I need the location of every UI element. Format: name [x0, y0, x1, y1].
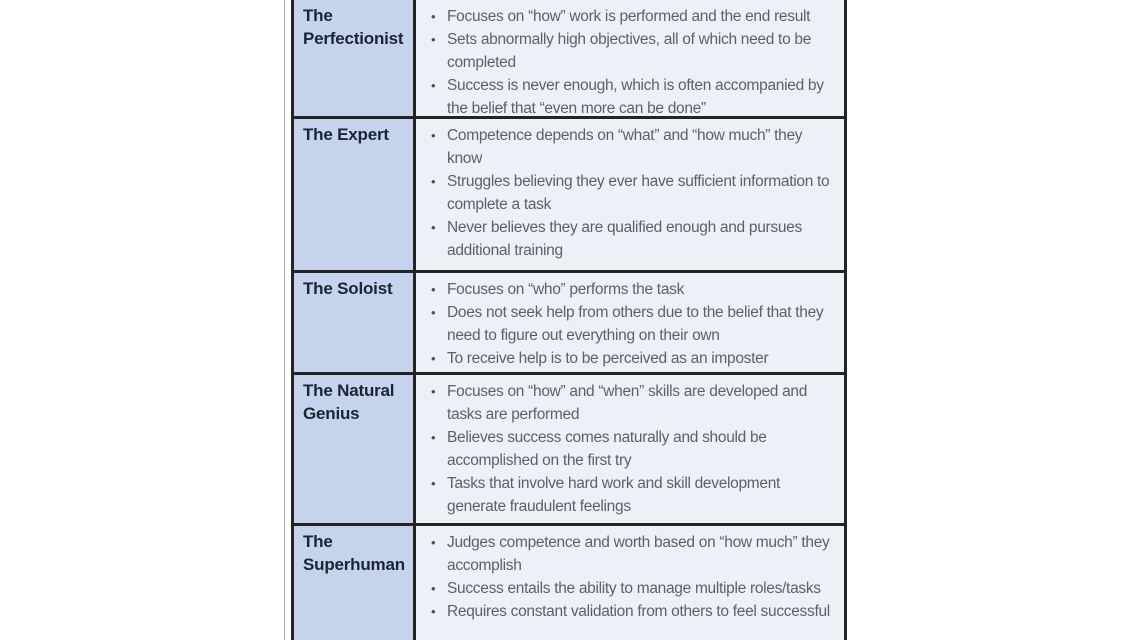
list-item [431, 74, 840, 116]
list-item [431, 28, 840, 74]
bullet-text: Believes success comes naturally and should be accomplished on the first try [447, 429, 767, 469]
bullet-text: Does not seek help from others due to the belief that they need to figure out everything on their own [447, 304, 824, 344]
bullet-icon: • [431, 384, 436, 399]
bullet-icon: • [431, 220, 436, 235]
bullet-icon: • [431, 430, 436, 445]
bullet-text: Judges competence and worth based on “how much” they accomplish [447, 534, 830, 574]
bullet-text: Focuses on “how” work is performed and the end result [447, 8, 811, 25]
bullet-text: Tasks that involve hard work and skill development generate fraudulent feelings [447, 475, 781, 515]
bullet-text: Success is never enough, which is often accompanied by the belief that “even more can be done” [447, 77, 824, 116]
impostor-syndrome-table [291, 0, 847, 640]
bullet-icon: • [431, 78, 436, 93]
list-item [431, 124, 840, 170]
bullet-list [431, 124, 840, 262]
bullet-icon: • [431, 9, 436, 24]
row-content [413, 273, 844, 372]
list-item [431, 472, 840, 518]
bullet-text: Competence depends on “what” and “how much” they know [447, 127, 803, 167]
list-item [431, 216, 840, 262]
bullet-text: Sets abnormally high objectives, all of which need to be completed [447, 31, 812, 71]
list-item [431, 347, 840, 370]
row-content [413, 119, 844, 270]
bullet-list [431, 5, 840, 116]
list-item [431, 577, 840, 600]
row-content [413, 375, 844, 523]
bullet-text: Focuses on “how” and “when” skills are developed and tasks are performed [447, 383, 808, 423]
row-label: The Soloist [294, 273, 413, 372]
row-label: The Superhuman [294, 526, 413, 640]
bullet-list [431, 380, 840, 518]
bullet-text: Struggles believing they ever have sufficient information to complete a task [447, 173, 830, 213]
table-row-natural-genius [294, 372, 844, 523]
row-label: The Perfectionist [294, 0, 413, 116]
bullet-icon: • [431, 351, 436, 366]
table-row-superhuman [294, 523, 844, 640]
bullet-text: Success entails the ability to manage multiple roles/tasks [447, 580, 821, 597]
row-label: The Natural Genius [294, 375, 413, 523]
bullet-list [431, 278, 840, 370]
table-row-soloist [294, 270, 844, 372]
bullet-text: To receive help is to be perceived as an imposter [447, 350, 769, 367]
bullet-icon: • [431, 535, 436, 550]
bullet-icon: • [431, 282, 436, 297]
list-item [431, 531, 840, 577]
page-edge-line [284, 0, 285, 640]
bullet-icon: • [431, 32, 436, 47]
bullet-text: Never believes they are qualified enough and pursues additional training [447, 219, 802, 259]
bullet-icon: • [431, 174, 436, 189]
bullet-icon: • [431, 476, 436, 491]
bullet-icon: • [431, 128, 436, 143]
table-row-perfectionist [294, 0, 844, 116]
list-item [431, 380, 840, 426]
list-item [431, 278, 840, 301]
row-content [413, 0, 844, 116]
row-label: The Expert [294, 119, 413, 270]
bullet-icon: • [431, 305, 436, 320]
table-row-expert [294, 116, 844, 270]
bullet-text: Requires constant validation from others to feel successful [447, 603, 830, 620]
list-item [431, 5, 840, 28]
list-item [431, 600, 840, 623]
bullet-text: Focuses on “who” performs the task [447, 281, 685, 298]
list-item [431, 426, 840, 472]
list-item [431, 301, 840, 347]
bullet-list [431, 531, 840, 623]
bullet-icon: • [431, 581, 436, 596]
row-content [413, 526, 844, 640]
bullet-icon: • [431, 604, 436, 619]
list-item [431, 170, 840, 216]
